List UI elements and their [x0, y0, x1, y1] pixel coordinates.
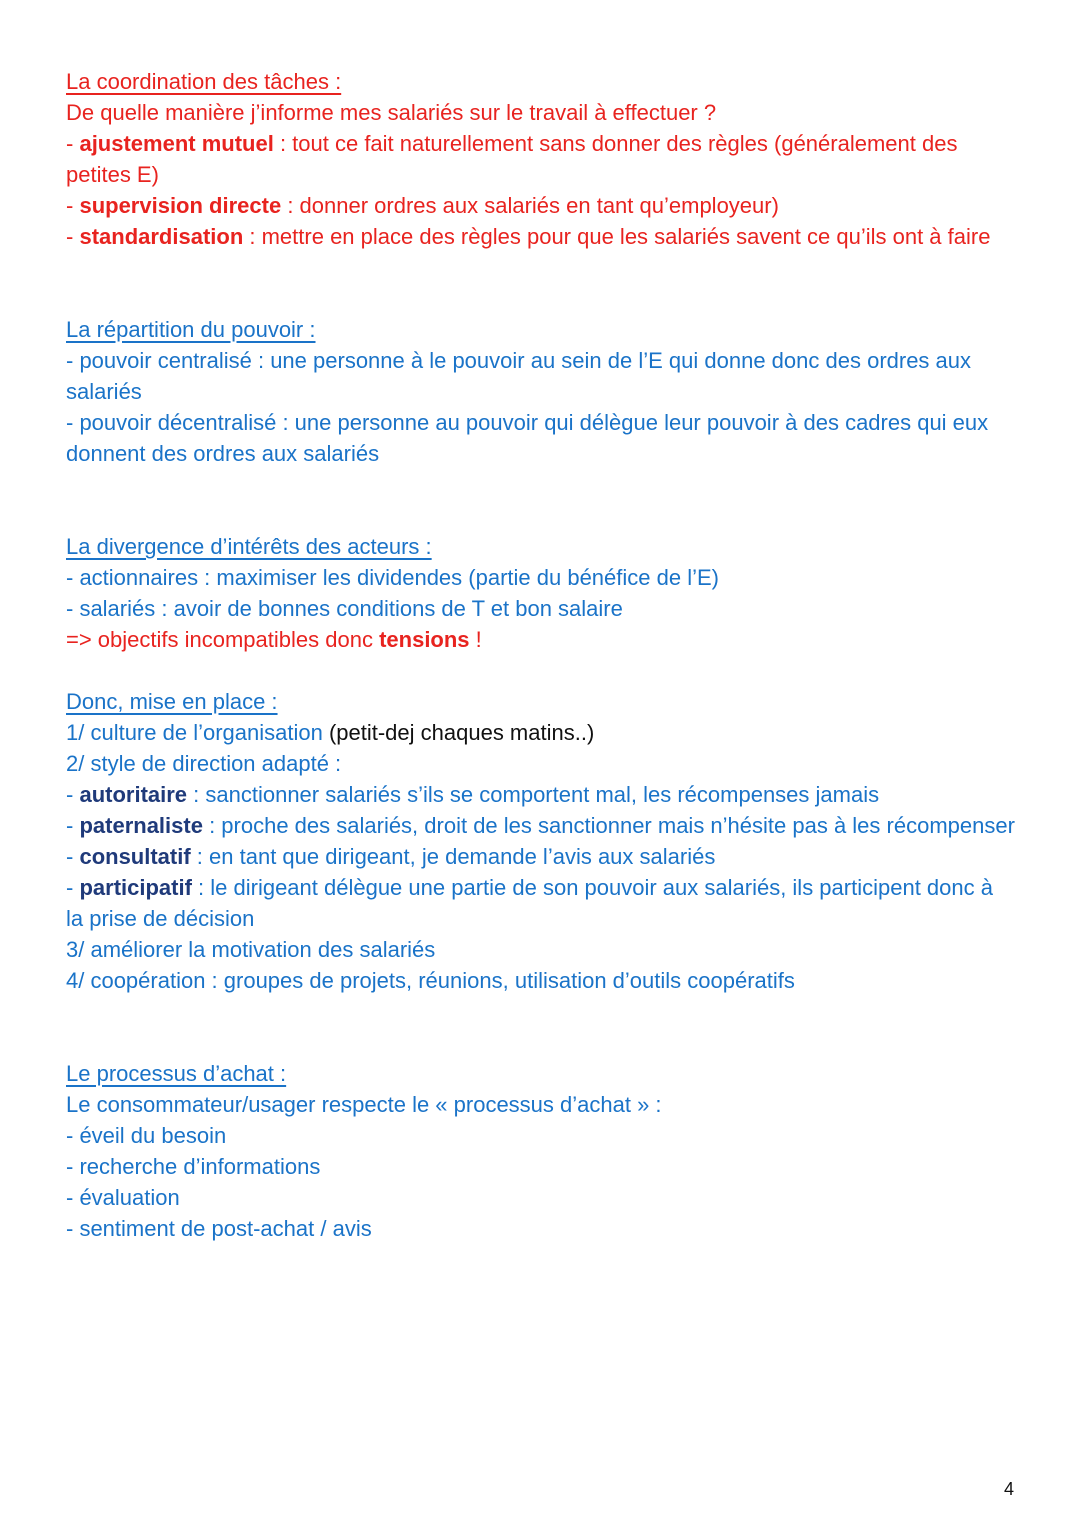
section-question: De quelle manière j’informe mes salariés sur le travail à effectuer ?	[66, 100, 717, 125]
document-page	[66, 66, 1016, 1244]
section-coordination	[66, 66, 1016, 252]
section-title: La coordination des tâches :	[66, 69, 342, 94]
list-item: - participatif : le dirigeant délègue une partie de son pouvoir aux salariés, ils participent donc à la prise de décision	[66, 875, 993, 931]
list-item: - sentiment de post-achat / avis	[66, 1216, 372, 1241]
list-item: - ajustement mutuel : tout ce fait naturellement sans donner des règles (généralement des petites E)	[66, 131, 958, 187]
list-item: 1/ culture de l’organisation (petit-dej chaques matins..)	[66, 720, 595, 745]
section-mise-en-place	[66, 686, 1016, 996]
list-item: - autoritaire : sanctionner salariés s’ils se comportent mal, les récompenses jamais	[66, 782, 880, 807]
list-item: - supervision directe : donner ordres aux salariés en tant qu’employeur)	[66, 193, 779, 218]
list-item: - évaluation	[66, 1185, 180, 1210]
section-title: La répartition du pouvoir :	[66, 317, 316, 342]
list-item: - recherche d’informations	[66, 1154, 321, 1179]
list-item: - consultatif : en tant que dirigeant, je demande l’avis aux salariés	[66, 844, 716, 869]
section-title: Donc, mise en place :	[66, 689, 278, 714]
conclusion: => objectifs incompatibles donc tensions !	[66, 627, 482, 652]
page-number: 4	[1003, 1479, 1014, 1499]
section-pouvoir	[66, 314, 1016, 469]
list-item: 4/ coopération : groupes de projets, réunions, utilisation d’outils coopératifs	[66, 968, 795, 993]
section-title: La divergence d’intérêts des acteurs :	[66, 534, 432, 559]
section-intro: Le consommateur/usager respecte le « processus d’achat » :	[66, 1092, 662, 1117]
list-item: - paternaliste : proche des salariés, droit de les sanctionner mais n’hésite pas à les récompenser	[66, 813, 1015, 838]
list-item: - éveil du besoin	[66, 1123, 227, 1148]
list-item: 3/ améliorer la motivation des salariés	[66, 937, 436, 962]
section-divergence	[66, 531, 1016, 655]
list-item: - pouvoir décentralisé : une personne au pouvoir qui délègue leur pouvoir à des cadres qui eux donnent des ordres aux salariés	[66, 410, 989, 466]
list-item: 2/ style de direction adapté :	[66, 751, 342, 776]
list-item: - pouvoir centralisé : une personne à le pouvoir au sein de l’E qui donne donc des ordres aux salariés	[66, 348, 972, 404]
list-item: - standardisation : mettre en place des règles pour que les salariés savent ce qu’ils ont à faire	[66, 224, 991, 249]
section-processus-achat	[66, 1058, 1016, 1244]
section-title: Le processus d’achat :	[66, 1061, 287, 1086]
list-item: - salariés : avoir de bonnes conditions de T et bon salaire	[66, 596, 623, 621]
list-item: - actionnaires : maximiser les dividendes (partie du bénéfice de l’E)	[66, 565, 719, 590]
